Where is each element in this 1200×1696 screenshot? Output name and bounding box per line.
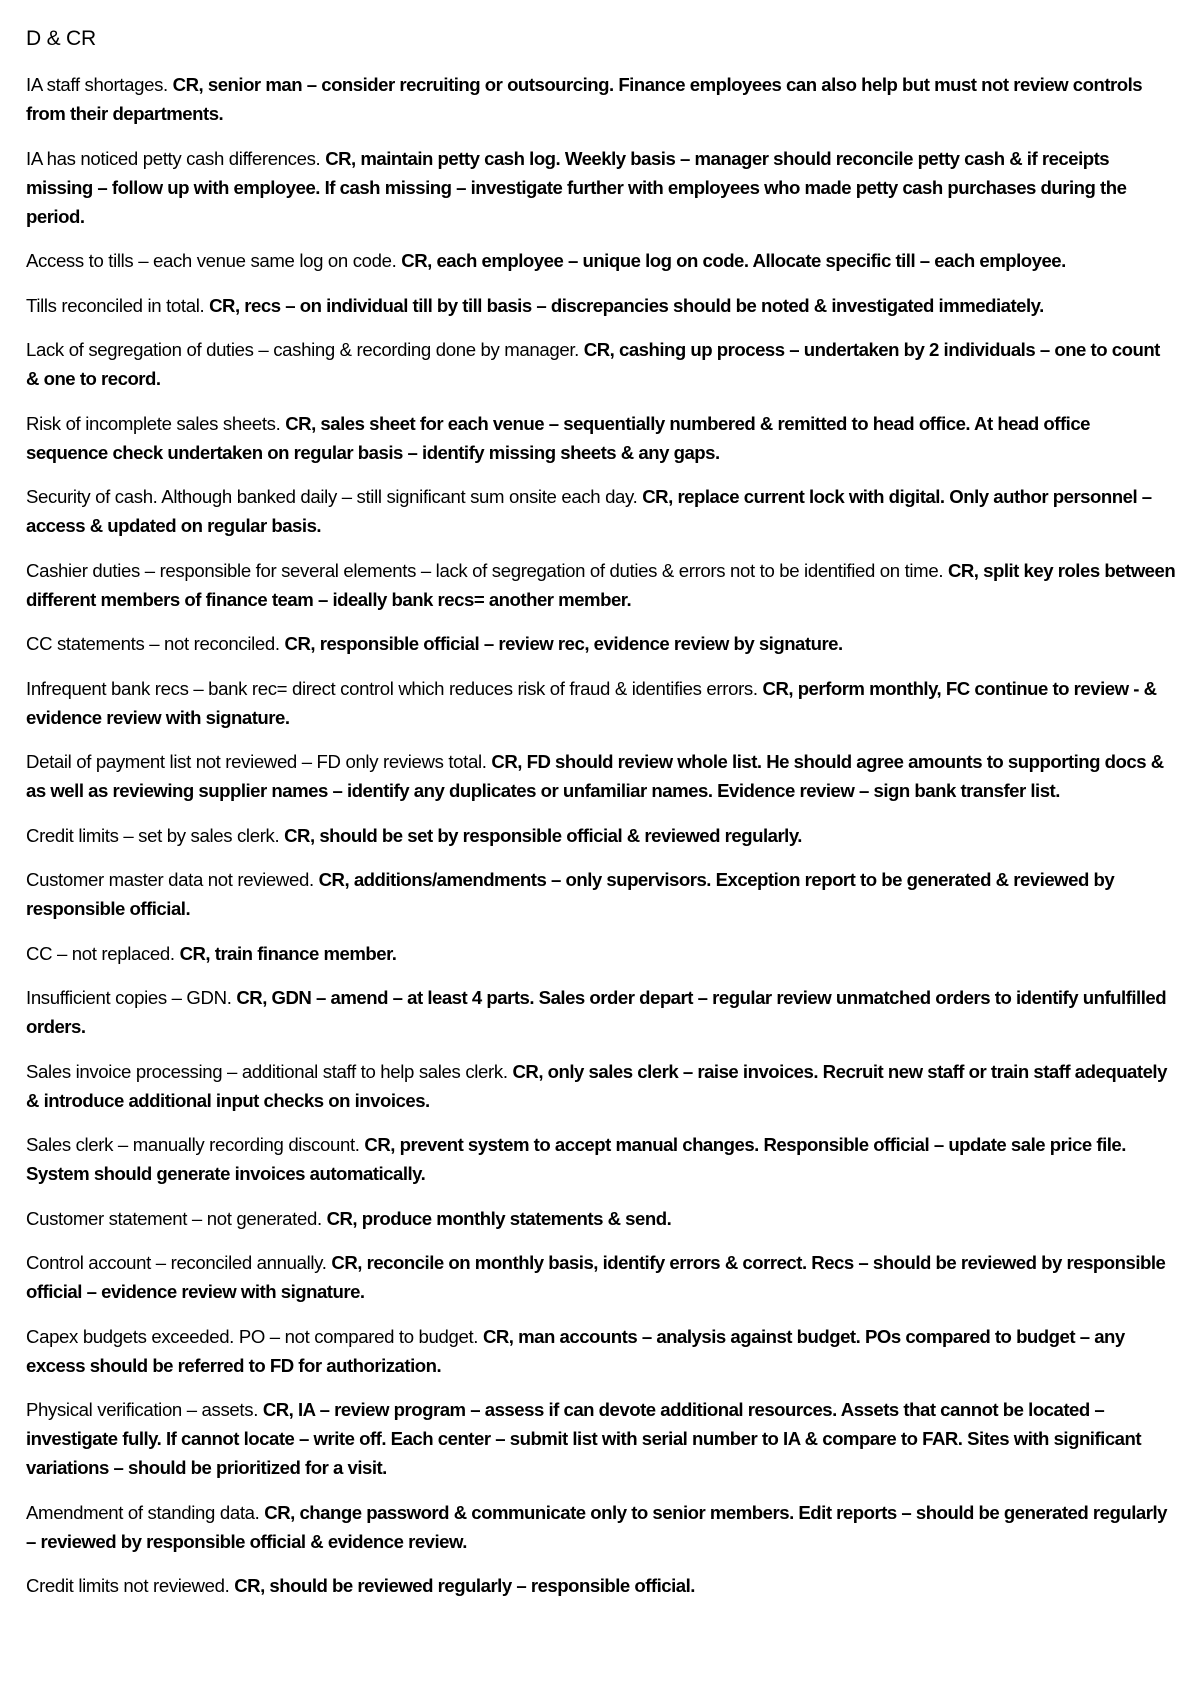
- entry-issue: Credit limits not reviewed.: [26, 1575, 235, 1596]
- entry: [26, 246, 1176, 275]
- entry-response: CR, each employee – unique log on code. Allocate specific till – each employee.: [401, 250, 1066, 271]
- entry-issue: Customer statement – not generated.: [26, 1207, 327, 1229]
- entry-response: CR, sales sheet for each venue – sequentially numbered & remitted to head office. At head office sequence check undertaken on regular basis – identify missing sheets & any gaps.: [26, 412, 1090, 463]
- entry-response: CR, additions/amendments – only supervisors. Exception report to be generated & reviewed by responsible official.: [26, 869, 1115, 919]
- entry-issue: CC statements – not reconciled.: [26, 633, 285, 654]
- entry-response: CR, replace current lock with digital. Only author personnel – access & updated on regular basis.: [26, 486, 1152, 536]
- entry: [26, 821, 1176, 850]
- entry-issue: Detail of payment list not reviewed – FD only reviews total.: [26, 751, 492, 772]
- entry-issue: Amendment of standing data.: [26, 1501, 265, 1523]
- entry: [26, 1204, 1176, 1233]
- entry-response: CR, cashing up process – undertaken by 2 individuals – one to count & one to record.: [26, 339, 1160, 389]
- entry-response: CR, only sales clerk – raise invoices. Recruit new staff or train staff adequately & introduce additional input checks on invoices.: [26, 1060, 1167, 1111]
- entry-response: CR, FD should review whole list. He should agree amounts to supporting docs & as well as reviewing supplier names – identify any duplicates or unfamiliar names. Evidence review – sign bank transfer list.: [26, 751, 1164, 801]
- entry-response: CR, responsible official – review rec, evidence review by signature.: [284, 633, 843, 654]
- entry: [26, 70, 1176, 128]
- entry: [26, 291, 1176, 320]
- entry: [26, 409, 1176, 467]
- entry-response: CR, GDN – amend – at least 4 parts. Sales order depart – regular review unmatched orders to identify unfulfilled orders.: [26, 987, 1167, 1037]
- entry-issue: Customer master data not reviewed.: [26, 869, 319, 890]
- entry: [26, 1498, 1176, 1556]
- entry: [26, 144, 1176, 231]
- entry: [26, 1248, 1176, 1306]
- entry-issue: Control account – reconciled annually.: [26, 1252, 332, 1273]
- entry: [26, 747, 1176, 805]
- entry: [26, 983, 1176, 1041]
- entry: [26, 629, 1176, 658]
- entry-response: CR, senior man – consider recruiting or outsourcing. Finance employees can also help but must not review controls from their departments.: [26, 74, 1143, 124]
- entry-response: CR, maintain petty cash log. Weekly basis – manager should reconcile petty cash & if receipts missing – follow up with employee. If cash missing – investigate further with employees who made petty cash purchases during the period.: [26, 147, 1127, 227]
- document-page: [26, 24, 1176, 1616]
- entry-issue: Risk of incomplete sales sheets.: [26, 412, 286, 434]
- entry-response: CR, perform monthly, FC continue to review - & evidence review with signature.: [26, 677, 1157, 728]
- entry: [26, 1057, 1176, 1115]
- entry-issue: Lack of segregation of duties – cashing & recording done by manager.: [26, 339, 584, 360]
- entry-issue: CC – not replaced.: [26, 942, 180, 964]
- entry-response: CR, produce monthly statements & send.: [326, 1207, 672, 1229]
- entry-issue: IA has noticed petty cash differences.: [26, 147, 326, 169]
- entry: [26, 1395, 1176, 1482]
- entry-issue: Infrequent bank recs – bank rec= direct control which reduces risk of fraud & identifies errors.: [26, 677, 763, 699]
- entry-response: CR, recs – on individual till by till basis – discrepancies should be noted & investigated immediately.: [209, 294, 1044, 316]
- entry-response: CR, should be reviewed regularly – responsible official.: [234, 1575, 695, 1596]
- entry-issue: IA staff shortages.: [26, 74, 173, 95]
- entry: [26, 1322, 1176, 1380]
- entry: [26, 482, 1176, 540]
- entry-issue: Security of cash. Although banked daily – still significant sum onsite each day.: [26, 486, 643, 507]
- entry-response: CR, reconcile on monthly basis, identify errors & correct. Recs – should be reviewed by responsible official – evidence review with signature.: [26, 1252, 1166, 1302]
- entry-response: CR, should be set by responsible official & reviewed regularly.: [284, 824, 802, 846]
- entry-issue: Credit limits – set by sales clerk.: [26, 824, 285, 846]
- entry: [26, 1571, 1176, 1600]
- entry-issue: Sales clerk – manually recording discount.: [26, 1134, 365, 1155]
- entry-response: CR, prevent system to accept manual changes. Responsible official – update sale price file. System should generate invoices automatically.: [26, 1134, 1126, 1184]
- entry-issue: Tills reconciled in total.: [26, 294, 210, 316]
- entry-response: CR, train finance member.: [179, 942, 397, 964]
- entry-response: CR, split key roles between different members of finance team – ideally bank recs= another member.: [26, 559, 1176, 610]
- entry-issue: Capex budgets exceeded. PO – not compared to budget.: [26, 1325, 483, 1347]
- entry: [26, 674, 1176, 732]
- entry: [26, 865, 1176, 923]
- entry: [26, 939, 1176, 968]
- entry: [26, 335, 1176, 393]
- entry-issue: Cashier duties – responsible for several elements – lack of segregation of duties & errors not to be identified on time.: [26, 559, 948, 581]
- entry-issue: Physical verification – assets.: [26, 1399, 263, 1420]
- entry-issue: Insufficient copies – GDN.: [26, 987, 237, 1008]
- entry: [26, 556, 1176, 614]
- entry-response: CR, change password & communicate only to senior members. Edit reports – should be generated regularly – reviewed by responsible official & evidence review.: [26, 1501, 1167, 1552]
- entry-issue: Sales invoice processing – additional staff to help sales clerk.: [26, 1060, 513, 1082]
- entry: [26, 1130, 1176, 1188]
- document-title: D & CR: [26, 27, 96, 50]
- entry-issue: Access to tills – each venue same log on code.: [26, 250, 402, 271]
- entry-response: CR, man accounts – analysis against budget. POs compared to budget – any excess should be referred to FD for authorization.: [26, 1325, 1125, 1376]
- entry-response: CR, IA – review program – assess if can devote additional resources. Assets that cannot be located – investigate fully. If cannot locate – write off. Each center – submit list with serial number to IA & compare to FAR. Sites with significant variations – should be prioritized for a visit.: [26, 1399, 1142, 1478]
